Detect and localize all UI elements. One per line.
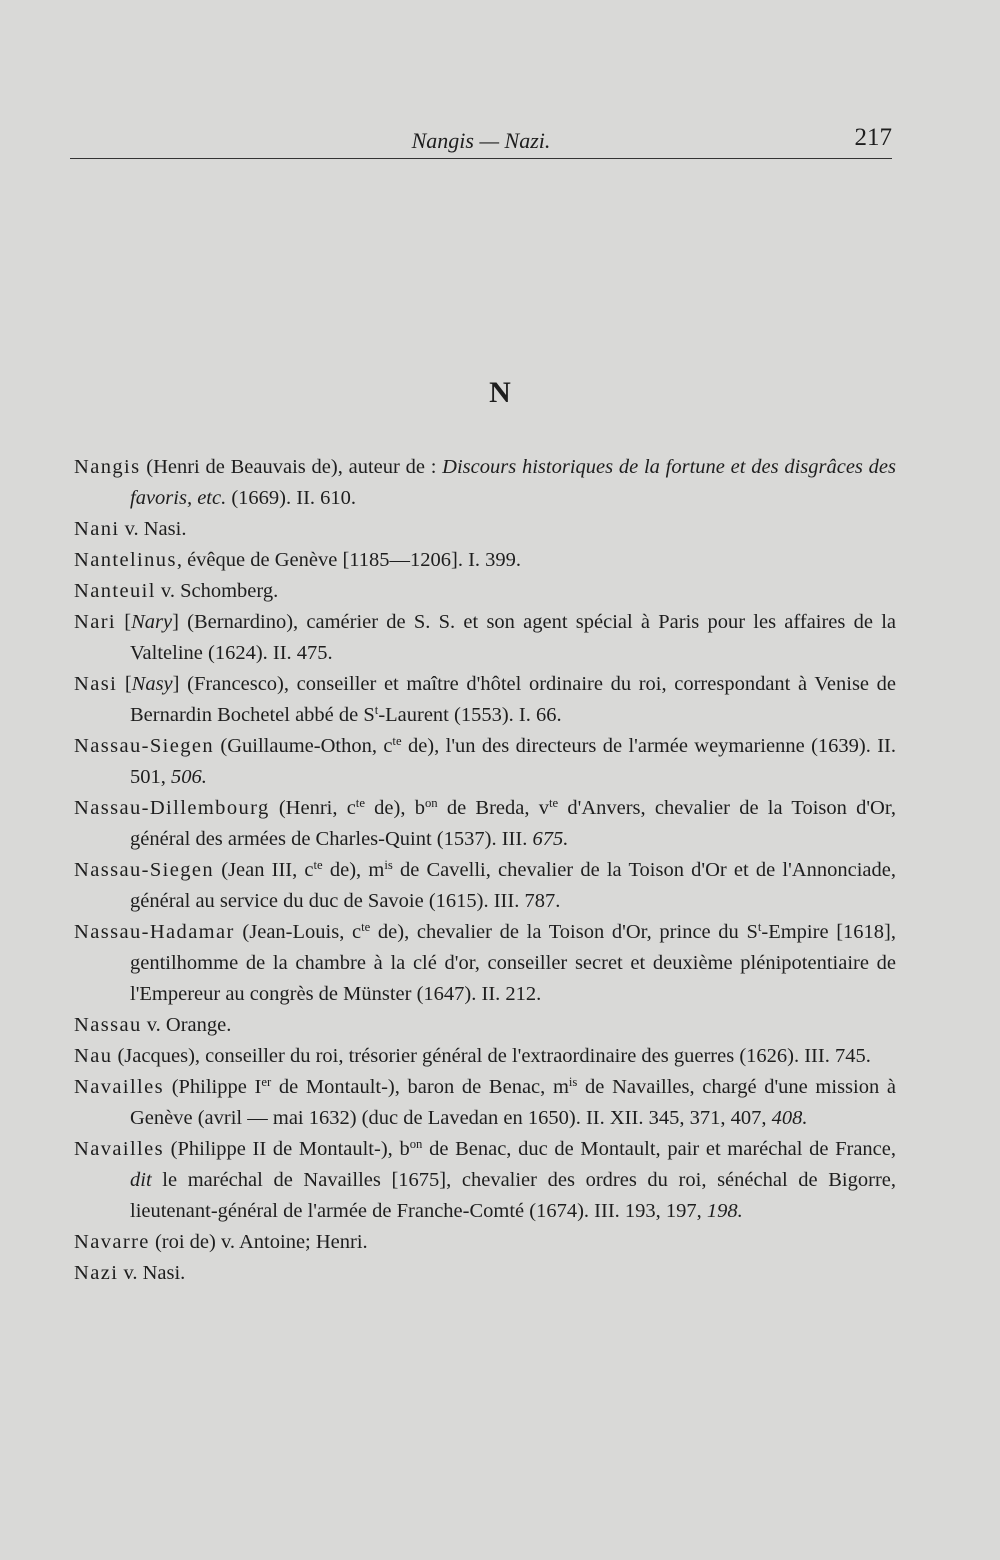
entry-text: de Breda, v xyxy=(437,797,549,819)
entry-text: -Laurent (1553). I. 66. xyxy=(378,704,562,726)
entry-text: de), chevalier de la Toison d'Or, prince du S xyxy=(370,921,758,943)
entry-text: (Guillaume-Othon, c xyxy=(214,735,393,757)
header-rule xyxy=(70,158,892,159)
entry-text: -Empire [1618], gentilhomme de la chambre à la clé d'or, conseiller secret et deuxième plénipotentiaire de l'Empereur au congrès de Münster (1647). II. 212. xyxy=(130,921,896,1005)
entry-text: le maréchal de Navailles [1675], chevalier des ordres du roi, sénéchal de Bigorre, lieutenant-général de l'armée de Franche-Comté (1674). III. 193, 197, xyxy=(130,1169,896,1222)
entry-superscript: is xyxy=(568,1075,578,1090)
entry-headword: Nau xyxy=(74,1045,113,1067)
entry-superscript: er xyxy=(261,1075,272,1090)
entry-text: (Jean III, c xyxy=(214,859,314,881)
entry-italic-text: 198. xyxy=(706,1200,743,1222)
section-letter: N xyxy=(489,376,511,409)
entry-text: de), l'un des directeurs de l'armée weymarienne (1639). II. 501, xyxy=(130,735,896,788)
index-entry xyxy=(74,1134,896,1227)
page-header xyxy=(70,118,892,164)
entry-headword: Nantelinus xyxy=(74,549,177,571)
entry-headword: Nangis xyxy=(74,456,141,478)
entry-text: (Jacques), conseiller du roi, trésorier général de l'extraordinaire des guerres (1626). III. 745. xyxy=(112,1045,871,1067)
entry-superscript: te xyxy=(548,796,559,811)
entry-headword: Nari xyxy=(74,611,117,633)
index-entry xyxy=(74,1010,896,1041)
entry-superscript: te xyxy=(313,858,323,873)
index-entry xyxy=(74,545,896,576)
entry-text: de), m xyxy=(322,859,385,881)
entry-italic-text: 408. xyxy=(771,1107,808,1129)
entry-superscript: t xyxy=(757,920,762,935)
entry-text: v. Orange. xyxy=(141,1014,232,1036)
entry-superscript: t xyxy=(374,703,379,718)
entry-superscript: te xyxy=(355,796,365,811)
index-entry xyxy=(74,1258,896,1289)
entry-text: (1669). II. 610. xyxy=(226,487,357,509)
index-entry xyxy=(74,793,896,855)
entry-text: [ xyxy=(117,673,132,695)
entry-text: ] (Francesco), conseiller et maître d'hôtel ordinaire du roi, correspondant à Venise de Bernardin Bochetel abbé de S xyxy=(130,673,896,726)
entry-text: (roi de) v. Antoine; Henri. xyxy=(149,1231,368,1253)
entry-superscript: on xyxy=(424,796,438,811)
entry-headword: Nanteuil xyxy=(74,580,156,602)
entry-headword: Navarre xyxy=(74,1231,150,1253)
entry-superscript: te xyxy=(392,734,402,749)
entry-italic-text: 506. xyxy=(171,766,207,788)
running-title: Nangis — Nazi. xyxy=(411,128,551,153)
entry-superscript: is xyxy=(384,858,393,873)
entry-text: v. Schomberg. xyxy=(155,580,279,602)
entry-superscript: te xyxy=(361,920,371,935)
entry-text: de Montault-), baron de Benac, m xyxy=(271,1076,569,1098)
entry-text: (Henri de Beauvais de), auteur de : xyxy=(140,456,443,478)
index-entry xyxy=(74,576,896,607)
entry-text: de Benac, duc de Montault, pair et maréchal de France, xyxy=(422,1138,896,1160)
entry-text: (Philippe II de Montault-), b xyxy=(164,1138,410,1160)
entry-italic-text: dit xyxy=(130,1169,152,1191)
entry-text: (Philippe I xyxy=(164,1076,262,1098)
index-entry xyxy=(74,1227,896,1258)
index-entry xyxy=(74,855,896,917)
entry-text: de Cavelli, chevalier de la Toison d'Or et de l'Annonciade, général au service du duc de Savoie (1615). III. 787. xyxy=(130,859,896,912)
index-entry xyxy=(74,917,896,1010)
entry-italic-text: 675. xyxy=(532,828,569,850)
entry-headword: Nasi xyxy=(74,673,118,695)
entry-text: d'Anvers, chevalier de la Toison d'Or, général des armées de Charles-Quint (1537). III. xyxy=(130,797,896,850)
entry-italic-text: Nasy xyxy=(131,673,173,695)
entry-text: [ xyxy=(116,611,132,633)
index-entry xyxy=(74,669,896,731)
index-entry xyxy=(74,731,896,793)
entry-headword: Nassau-Siegen xyxy=(74,859,215,881)
entry-text: , évêque de Genève [1185—1206]. I. 399. xyxy=(176,549,522,571)
index-entry xyxy=(74,514,896,545)
entry-headword: Navailles xyxy=(74,1076,165,1098)
entry-text: (Henri, c xyxy=(269,797,356,819)
page-number: 217 xyxy=(854,124,892,151)
entry-text: de Navailles, chargé d'une mission à Genève (avril — mai 1632) (duc de Lavedan en 1650). II. XII. 345, 371, 407, xyxy=(130,1076,896,1129)
entry-headword: Nazi xyxy=(74,1262,119,1284)
entry-text: de), b xyxy=(364,797,425,819)
entry-headword: Nani xyxy=(74,518,120,540)
entry-italic-text: Nary xyxy=(131,611,173,633)
entry-headword: Navailles xyxy=(74,1138,165,1160)
entry-text: v. Nasi. xyxy=(119,518,187,540)
entry-headword: Nassau-Hadamar xyxy=(74,921,235,943)
index-entry xyxy=(74,607,896,669)
entry-headword: Nassau-Siegen xyxy=(74,735,215,757)
entry-text: ] (Bernardino), camérier de S. S. et son agent spécial à Paris pour les affaires de la Valteline (1624). II. 475. xyxy=(130,611,896,664)
entry-headword: Nassau xyxy=(74,1014,142,1036)
index-entry xyxy=(74,1041,896,1072)
entry-superscript: on xyxy=(409,1137,423,1152)
entry-headword: Nassau-Dillembourg xyxy=(74,797,270,819)
index-entry xyxy=(74,452,896,514)
index-entry xyxy=(74,1072,896,1134)
index-entries xyxy=(74,452,896,1289)
entry-text: (Jean-Louis, c xyxy=(234,921,362,943)
entry-italic-text: Discours historiques de la fortune et des disgrâces des favoris, etc. xyxy=(130,456,896,509)
entry-text: v. Nasi. xyxy=(118,1262,186,1284)
